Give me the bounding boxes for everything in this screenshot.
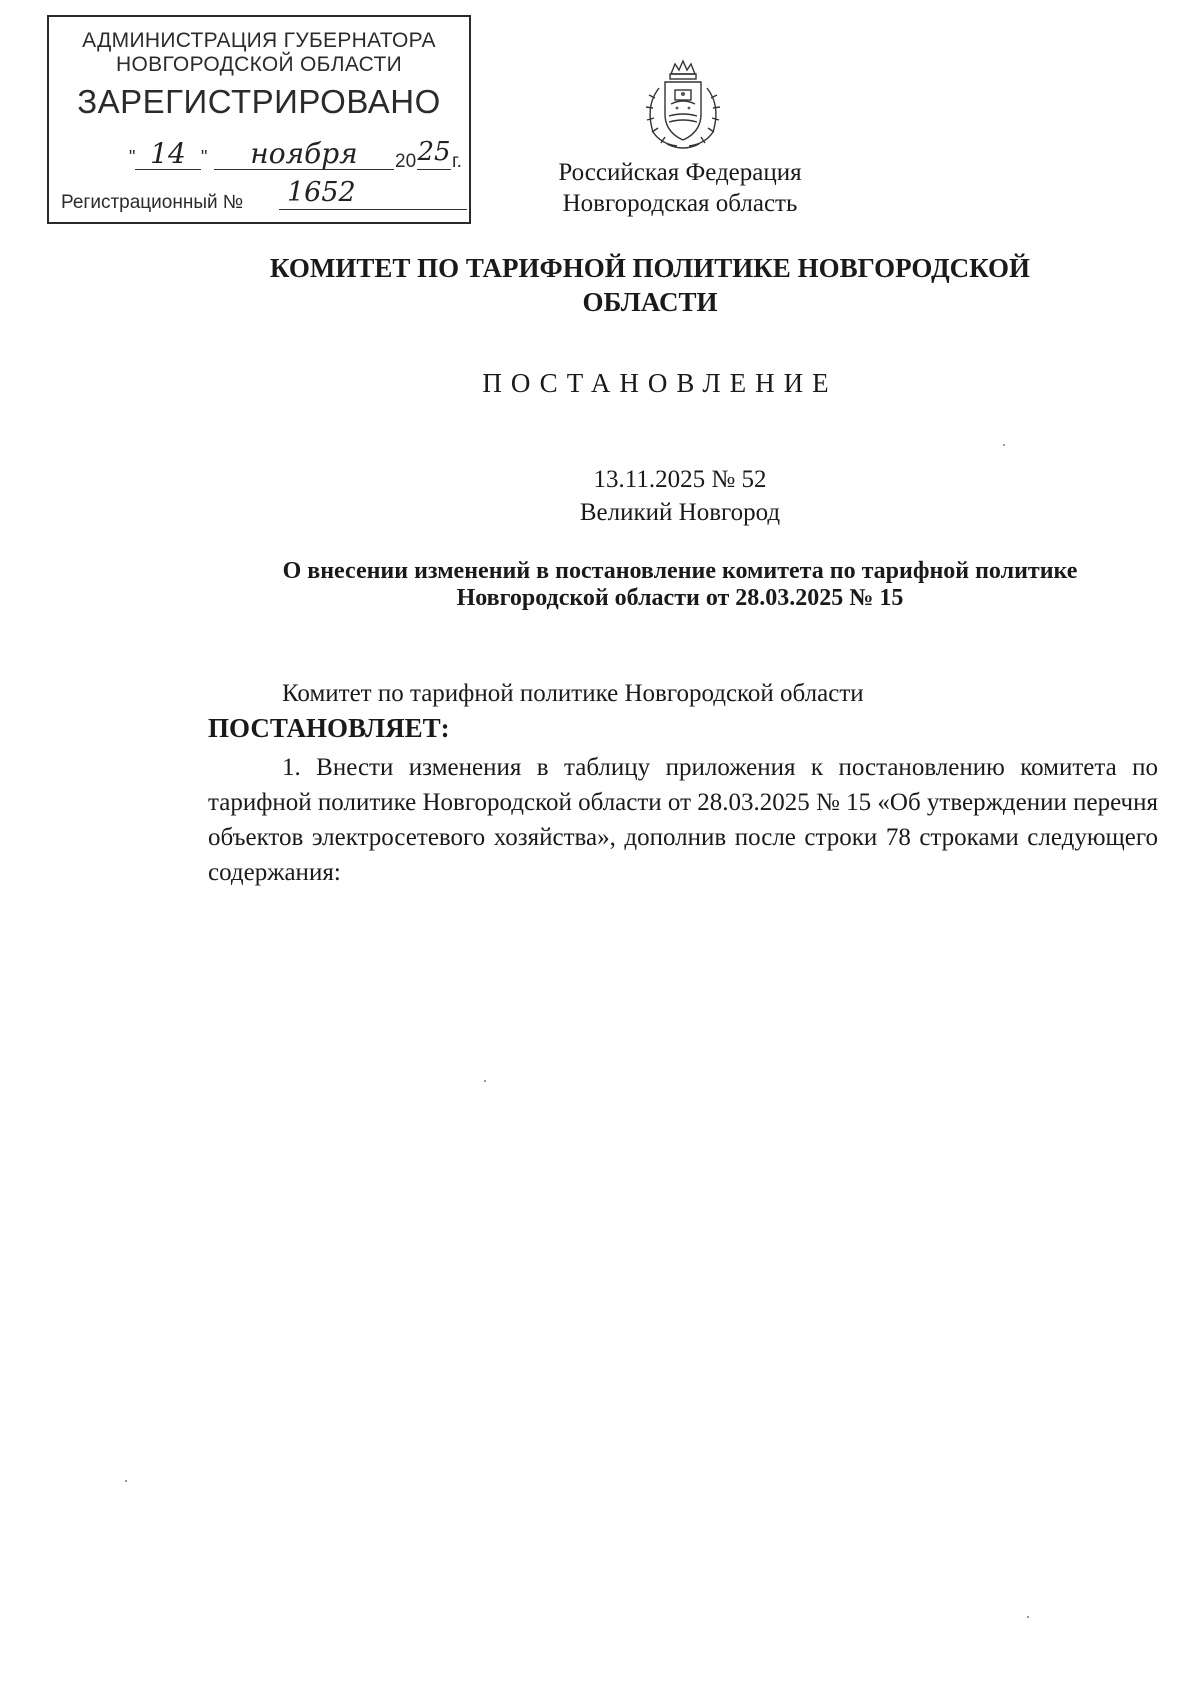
stamp-year-prefix: 20: [395, 151, 417, 172]
stamp-day-handwritten: 14: [135, 137, 201, 170]
stamp-registered-label: ЗАРЕГИСТРИРОВАНО: [77, 83, 441, 120]
scan-speck: [125, 1480, 127, 1482]
committee-title-line1: КОМИТЕТ ПО ТАРИФНОЙ ПОЛИТИКЕ НОВГОРОДСКОЙ: [269, 253, 1031, 283]
coat-of-arms-icon: [637, 58, 729, 154]
header-region: Новгородская область: [562, 190, 798, 217]
stamp-region-line: НОВГОРОДСКОЙ ОБЛАСТИ: [116, 53, 402, 76]
stamp-reg-number-label: Регистрационный №: [61, 192, 244, 213]
decree-heading: ПОСТАНОВЛЕНИЕ: [482, 368, 838, 398]
header-country: Российская Федерация: [558, 159, 802, 186]
subject-line2: Новгородской области от 28.03.2025 № 15: [456, 585, 904, 611]
stamp-administration-line: АДМИНИСТРАЦИЯ ГУБЕРНАТОРА: [82, 29, 436, 52]
date-number: 13.11.2025 № 52: [593, 466, 767, 493]
registration-stamp: [47, 15, 471, 224]
scan-speck: [1027, 1616, 1029, 1618]
body-item-1: 1. Внести изменения в таблицу приложения к постановлению комитета по тарифной политике Новгородской области от 28.03.2025 № 15 «Об утверждении перечня объектов электросетевого хозяйства», дополнив после строки 78 строками следующего содержания:: [208, 754, 1158, 886]
stamp-quote-close: ": [201, 147, 208, 167]
stamp-year-handwritten: 25: [417, 137, 451, 170]
stamp-quote-open: ": [129, 147, 136, 167]
subject-line1: О внесении изменений в постановление комитета по тарифной политике: [282, 558, 1078, 584]
scan-speck: [1003, 444, 1005, 446]
committee-title-line2: ОБЛАСТИ: [582, 287, 718, 317]
stamp-reg-number-handwritten: 1652: [279, 177, 467, 210]
stamp-year-end: г.: [452, 151, 462, 172]
scan-speck: [484, 1080, 486, 1082]
body-resolves: ПОСТАНОВЛЯЕТ:: [208, 713, 450, 743]
stamp-month-handwritten: ноября: [214, 137, 394, 170]
city: Великий Новгород: [579, 499, 781, 526]
body-intro: Комитет по тарифной политике Новгородской области: [282, 680, 864, 707]
